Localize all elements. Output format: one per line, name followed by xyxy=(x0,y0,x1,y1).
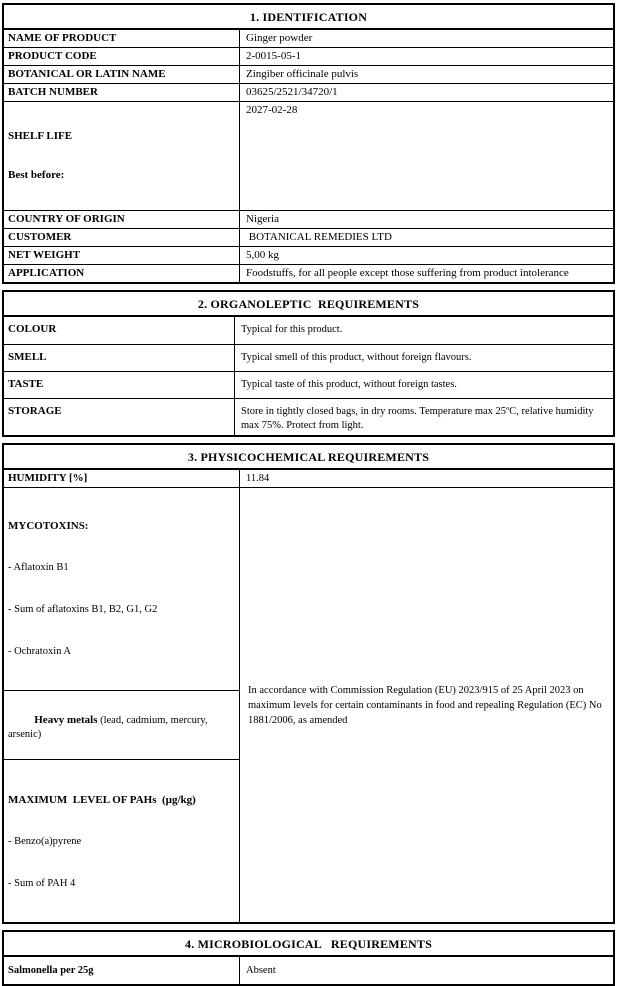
list-item: - Ochratoxin A xyxy=(8,646,71,657)
field-label: Salmonella per 25g xyxy=(8,965,94,976)
field-label: COLOUR xyxy=(8,323,57,335)
heavy-metals-cell xyxy=(4,690,239,759)
list-item: - Sum of PAH 4 xyxy=(8,878,76,889)
regulation-note: In accordance with Commission Regulation (EU) 2023/915 of 25 April 2023 on maximum levels for certain contaminants in food and repealing Regulation (EC) No 1881/2006, as amended xyxy=(248,684,602,726)
list-item: - Sum of aflatoxins B1, B2, G1, G2 xyxy=(8,604,158,615)
field-label: SMELL xyxy=(8,351,47,363)
table-row xyxy=(4,246,613,264)
table-row xyxy=(4,957,613,984)
mycotoxins-cell xyxy=(4,488,239,690)
table-row xyxy=(4,317,613,344)
table-row xyxy=(4,371,613,398)
physicochemical-table xyxy=(2,443,615,924)
organoleptic-table xyxy=(2,290,615,437)
field-value: Typical smell of this product, without foreign flavours. xyxy=(234,345,613,371)
field-label: NAME OF PRODUCT xyxy=(8,32,117,44)
table-row xyxy=(4,264,613,282)
identification-table xyxy=(2,3,615,284)
field-value: Zingiber officinale pulvis xyxy=(239,66,613,83)
list-item: - Benzo(a)pyrene xyxy=(8,836,82,847)
section-title-physicochemical: 3. PHYSICOCHEMICAL REQUIREMENTS xyxy=(4,445,613,470)
table-row xyxy=(4,398,613,435)
field-value: 11.84 xyxy=(239,470,613,487)
table-row xyxy=(4,228,613,246)
section-title-organoleptic: 2. ORGANOLEPTIC REQUIREMENTS xyxy=(4,292,613,317)
field-label: CUSTOMER xyxy=(8,231,72,243)
list-item: - Aflatoxin B1 xyxy=(8,562,69,573)
pahs-cell xyxy=(4,759,239,922)
field-label: TASTE xyxy=(8,378,44,390)
field-label: NET WEIGHT xyxy=(8,249,81,261)
field-label: HUMIDITY [%] xyxy=(8,472,88,484)
field-value: Ginger powder xyxy=(239,30,613,47)
table-row xyxy=(4,65,613,83)
heavy-metals-detail: (lead, cadmium, mercury, arsenic) xyxy=(8,715,211,740)
field-value: 2027-02-28 xyxy=(239,102,613,210)
field-label: PRODUCT CODE xyxy=(8,50,97,62)
table-row xyxy=(4,101,613,210)
field-label: STORAGE xyxy=(8,405,62,417)
microbiological-table xyxy=(2,930,615,986)
heavy-metals-heading: Heavy metals xyxy=(34,714,98,726)
field-label: APPLICATION xyxy=(8,267,85,279)
field-value: 2-0015-05-1 xyxy=(239,48,613,65)
field-value: Nigeria xyxy=(239,211,613,228)
contaminants-labels-column xyxy=(4,488,239,922)
field-value: BOTANICAL REMEDIES LTD xyxy=(239,229,613,246)
pahs-heading: MAXIMUM LEVEL OF PAHs (µg/kg) xyxy=(8,794,196,806)
field-label-line1: SHELF LIFE xyxy=(8,130,73,142)
field-value: Absent xyxy=(239,957,613,984)
contaminants-block xyxy=(4,487,613,922)
section-title-identification: 1. IDENTIFICATION xyxy=(4,5,613,30)
field-value: Foodstuffs, for all people except those suffering from product intolerance xyxy=(239,265,613,282)
field-value: Typical for this product. xyxy=(234,317,613,344)
field-value: 5,00 kg xyxy=(239,247,613,264)
field-label: BATCH NUMBER xyxy=(8,86,98,98)
field-value: 03625/2521/34720/1 xyxy=(239,84,613,101)
table-row xyxy=(4,210,613,228)
section-title-microbiological: 4. MICROBIOLOGICAL REQUIREMENTS xyxy=(4,932,613,957)
table-row xyxy=(4,83,613,101)
field-label xyxy=(4,102,239,210)
table-row xyxy=(4,47,613,65)
field-value: Store in tightly closed bags, in dry rooms. Temperature max 25ºC, relative humidity max 75%. Protect from light. xyxy=(234,399,612,435)
regulation-note-cell xyxy=(239,488,613,922)
table-row xyxy=(4,344,613,371)
field-label-line2: Best before: xyxy=(8,169,65,181)
table-row xyxy=(4,470,613,487)
table-row xyxy=(4,30,613,47)
field-label: BOTANICAL OR LATIN NAME xyxy=(8,68,166,80)
mycotoxins-heading: MYCOTOXINS: xyxy=(8,520,89,532)
field-value: Typical taste of this product, without foreign tastes. xyxy=(234,372,613,398)
field-label: COUNTRY OF ORIGIN xyxy=(8,213,125,225)
